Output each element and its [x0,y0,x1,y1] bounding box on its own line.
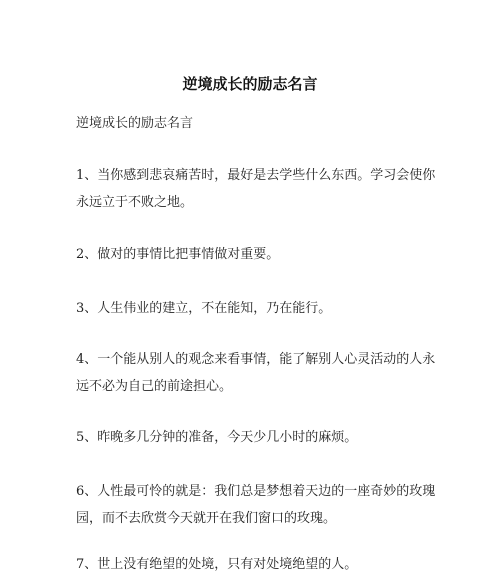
quote-line: 2、做对的事情比把事情做对重要。 [76,247,280,262]
quote-line: 园，而不去欣赏今天就开在我们窗口的玫瑰。 [76,511,337,526]
quote-line: 5、昨晚多几分钟的准备，今天少几小时的麻烦。 [76,430,358,445]
quote-item [76,295,432,322]
quote-item [76,241,432,268]
quote-line: 1、当你感到悲哀痛苦时，最好是去学些什么东西。学习会使你 [76,168,436,183]
quote-item [76,551,432,578]
quote-item [76,346,436,400]
quote-line: 4、一个能从别人的观念来看事情，能了解别人心灵活动的人永 [76,352,436,367]
quote-item [76,424,432,451]
document-subtitle: 逆境成长的励志名言 [76,116,194,131]
quote-line: 3、人生伟业的建立，不在能知，乃在能行。 [76,301,332,316]
quote-item [76,162,436,216]
quote-item [76,478,436,532]
document-title: 逆境成长的励志名言 [182,75,318,93]
quote-line: 远不必为自己的前途担心。 [76,379,233,394]
quote-line: 7、世上没有绝望的处境，只有对处境绝望的人。 [76,557,358,572]
quote-line: 6、人性最可怜的就是：我们总是梦想着天边的一座奇妙的玫瑰 [76,484,436,499]
quote-line: 永远立于不败之地。 [76,195,194,210]
